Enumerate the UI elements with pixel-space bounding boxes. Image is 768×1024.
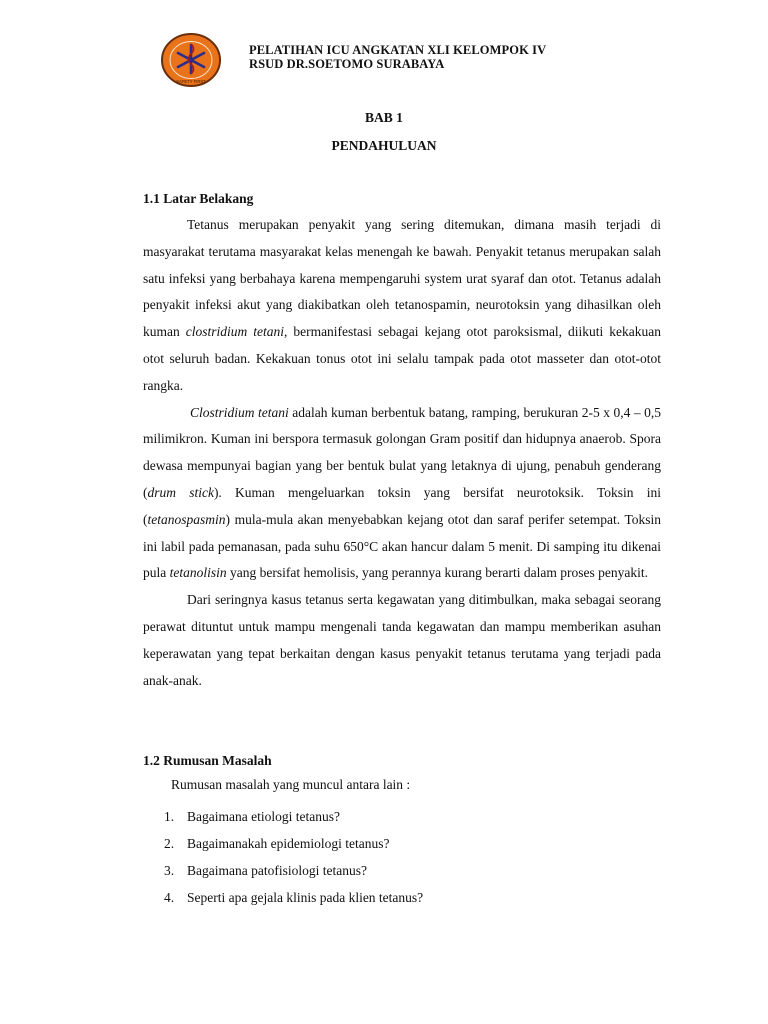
paragraph-3: Dari seringnya kasus tetanus serta kegawatan yang ditimbulkan, maka sebagai seorang perawat dituntut untuk mampu mengenali tanda kegawatan dan mampu memberikan asuhan keperawatan yang tepat berkaitan dengan kasus penyakit tetanus terutama yang terjadi pada anak-anak. (143, 592, 661, 688)
logo-text: SAFETY FIRST (176, 79, 206, 84)
chapter-title: PENDAHULUAN (331, 138, 437, 153)
document-header (249, 43, 546, 71)
rumusan-intro: Rumusan masalah yang muncul antara lain : (171, 777, 411, 792)
section-heading-latar-belakang: 1.1 Latar Belakang (143, 191, 254, 206)
list-item: 1. Bagaimana etiologi tetanus? (164, 809, 340, 824)
section-heading-rumusan-masalah: 1.2 Rumusan Masalah (143, 753, 272, 768)
chapter-number: BAB 1 (365, 110, 403, 125)
paragraph-1: Tetanus merupakan penyakit yang sering ditemukan, dimana masih terjadi di masyarakat terutama masyarakat kelas menengah ke bawah. Penyakit tetanus merupakan salah satu infeksi yang berbahaya karena mempengaruhi system urat syaraf dan otot. Tetanus adalah penyakit infeksi akut yang diakibatkan oleh tetanospamin, neurotoksin yang dihasilkan oleh kuman clostridium tetani, bermanifestasi sebagai kejang otot paroksismal, diikuti kekakuan otot seluruh badan. Kekakuan tonus otot ini selalu tampak pada otot masseter dan otot-otot rangka. (143, 217, 662, 393)
hospital-emblem-icon (160, 32, 222, 88)
section-1-body (143, 212, 661, 694)
list-item: 3. Bagaimana patofisiologi tetanus? (164, 863, 367, 878)
paragraph-2: Clostridium tetani adalah kuman berbentuk batang, ramping, berukuran 2-5 x 0,4 – 0,5 milimikron. Kuman ini berspora termasuk golongan Gram positif dan hidupnya anaerob. Spora dewasa mempunyai bagian yang ber bentuk bulat yang letaknya di ujung, penabuh genderang (drum stick). Kuman mengeluarkan toksin yang bersifat neurotoksik. Toksin ini (tetanospasmin) mula-mula akan menyebabkan kejang otot dan saraf perifer setempat. Toksin ini labil pada pemanasan, pada suhu 650°C akan hancur dalam 5 menit. Di samping itu dikenai pula tetanolisin yang bersifat hemolisis, yang perannya kurang berarti dalam proses penyakit. (143, 404, 661, 581)
list-item: 2. Bagaimanakah epidemiologi tetanus? (164, 836, 390, 851)
header-line-2: RSUD DR.SOETOMO SURABAYA (249, 57, 445, 71)
list-item: 4. Seperti apa gejala klinis pada klien tetanus? (164, 890, 424, 905)
question-list (164, 803, 423, 911)
header-line-1: PELATIHAN ICU ANGKATAN XLI KELOMPOK IV (249, 43, 547, 57)
